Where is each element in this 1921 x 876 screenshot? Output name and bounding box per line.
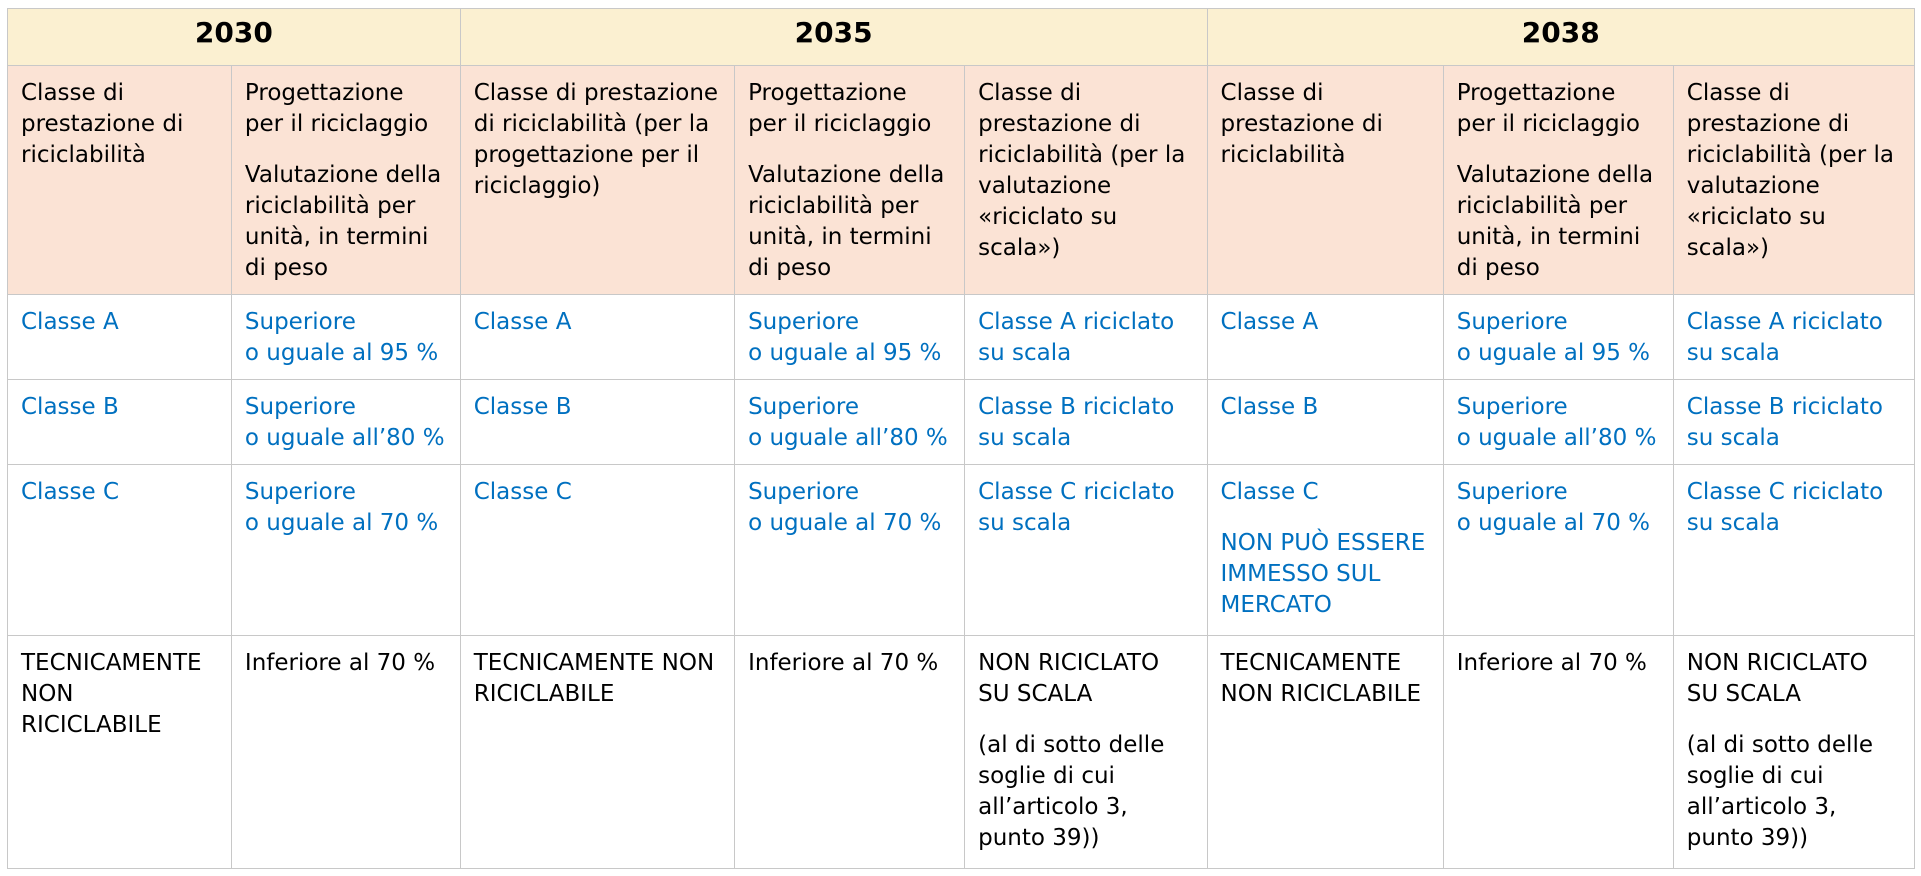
header-2030-design-desc: Valutazione della riciclabilità per unità, in termini di peso [244,162,442,281]
cell-2035-scale-a: Classe A riciclato su scala [965,295,1207,380]
cell-2035-class-b: Classe B [460,380,734,465]
cell-2035-class-a: Classe A [460,295,734,380]
cell-2030-class-a: Classe A [8,295,232,380]
header-2038-design-title: Progettazione per il riciclaggio [1456,80,1640,137]
threshold-line: o uguale all’80 % [1456,425,1657,451]
threshold-footnote: (al di sotto delle soglie di cui all’articolo 3, punto 39)) [978,732,1165,851]
threshold-line: Superiore [748,479,860,505]
table-row [8,380,1915,465]
cell-2030-non-recyclable: TECNICAMENTE NON RICICLABILE [8,636,232,869]
year-2035-header: 2035 [460,9,1207,66]
table-row [8,465,1915,636]
header-2035-design-title: Progettazione per il riciclaggio [748,80,932,137]
header-2038-class: Classe di prestazione di riciclabilità [1207,66,1443,295]
header-2035-class: Classe di prestazione di riciclabilità (per la progettazione per il riciclaggio) [460,66,734,295]
cell-2038-class-b: Classe B [1207,380,1443,465]
cell-2038-not-recycled-at-scale [1673,636,1914,869]
cell-2038-class-a: Classe A [1207,295,1443,380]
cell-2035-class-c: Classe C [460,465,734,636]
threshold-line: Superiore [748,394,860,420]
cell-2038-threshold-below: Inferiore al 70 % [1443,636,1673,869]
cell-2030-threshold-b [231,380,460,465]
threshold-line: Superiore [244,309,356,335]
not-recycled-label: NON RICICLATO SU SCALA [978,650,1160,707]
threshold-line: Superiore [748,309,860,335]
threshold-line: o uguale al 95 % [748,340,942,366]
cell-2038-scale-c: Classe C riciclato su scala [1673,465,1914,636]
threshold-line: o uguale all’80 % [748,425,948,451]
threshold-line: Superiore [1456,309,1568,335]
cell-2038-class-c [1207,465,1443,636]
header-2035-design [735,66,965,295]
not-recycled-label: NON RICICLATO SU SCALA [1686,650,1868,707]
cell-2038-scale-b: Classe B riciclato su scala [1673,380,1914,465]
cell-2035-non-recyclable: TECNICAMENTE NON RICICLABILE [460,636,734,869]
threshold-line: Superiore [1456,394,1568,420]
threshold-line: o uguale al 70 % [748,510,942,536]
cell-2035-threshold-below: Inferiore al 70 % [735,636,965,869]
cell-2035-scale-b: Classe B riciclato su scala [965,380,1207,465]
threshold-footnote: (al di sotto delle soglie di cui all’articolo 3, punto 39)) [1686,732,1873,851]
header-2030-class: Classe di prestazione di riciclabilità [8,66,232,295]
threshold-line: Superiore [244,479,356,505]
threshold-line: Superiore [244,394,356,420]
class-c-label: Classe C [1220,479,1319,505]
cell-2030-threshold-a [231,295,460,380]
cell-2035-threshold-b [735,380,965,465]
header-2035-scale: Classe di prestazione di riciclabilità (per la valutazione «riciclato su scala») [965,66,1207,295]
year-header-row [8,9,1915,66]
header-2038-design [1443,66,1673,295]
header-2030-design-title: Progettazione per il riciclaggio [244,80,429,137]
header-2035-design-desc: Valutazione della riciclabilità per unità, in termini di peso [748,162,945,281]
threshold-line: o uguale al 95 % [1456,340,1651,366]
header-2038-design-desc: Valutazione della riciclabilità per unità, in termini di peso [1456,162,1654,281]
threshold-line: o uguale al 95 % [244,340,439,366]
threshold-line: o uguale al 70 % [244,510,439,536]
cell-2035-scale-c: Classe C riciclato su scala [965,465,1207,636]
cell-2035-not-recycled-at-scale [965,636,1207,869]
column-header-row [8,66,1915,295]
cell-2035-threshold-c [735,465,965,636]
year-2030-header: 2030 [8,9,461,66]
table-row [8,295,1915,380]
table-row [8,636,1915,869]
header-2038-scale: Classe di prestazione di riciclabilità (per la valutazione «riciclato su scala») [1673,66,1914,295]
cell-2038-threshold-b [1443,380,1673,465]
cell-2030-threshold-below: Inferiore al 70 % [231,636,460,869]
cell-2038-threshold-c [1443,465,1673,636]
cell-2038-threshold-a [1443,295,1673,380]
cell-2030-threshold-c [231,465,460,636]
market-ban-note: NON PUÒ ESSERE IMMESSO SUL MERCATO [1220,530,1426,618]
header-2030-design [231,66,460,295]
cell-2038-non-recyclable: TECNICAMENTE NON RICICLABILE [1207,636,1443,869]
threshold-line: o uguale all’80 % [244,425,445,451]
cell-2030-class-c: Classe C [8,465,232,636]
cell-2038-scale-a: Classe A riciclato su scala [1673,295,1914,380]
threshold-line: Superiore [1456,479,1568,505]
threshold-line: o uguale al 70 % [1456,510,1651,536]
year-2038-header: 2038 [1207,9,1914,66]
recyclability-classes-table [7,8,1915,869]
cell-2030-class-b: Classe B [8,380,232,465]
cell-2035-threshold-a [735,295,965,380]
